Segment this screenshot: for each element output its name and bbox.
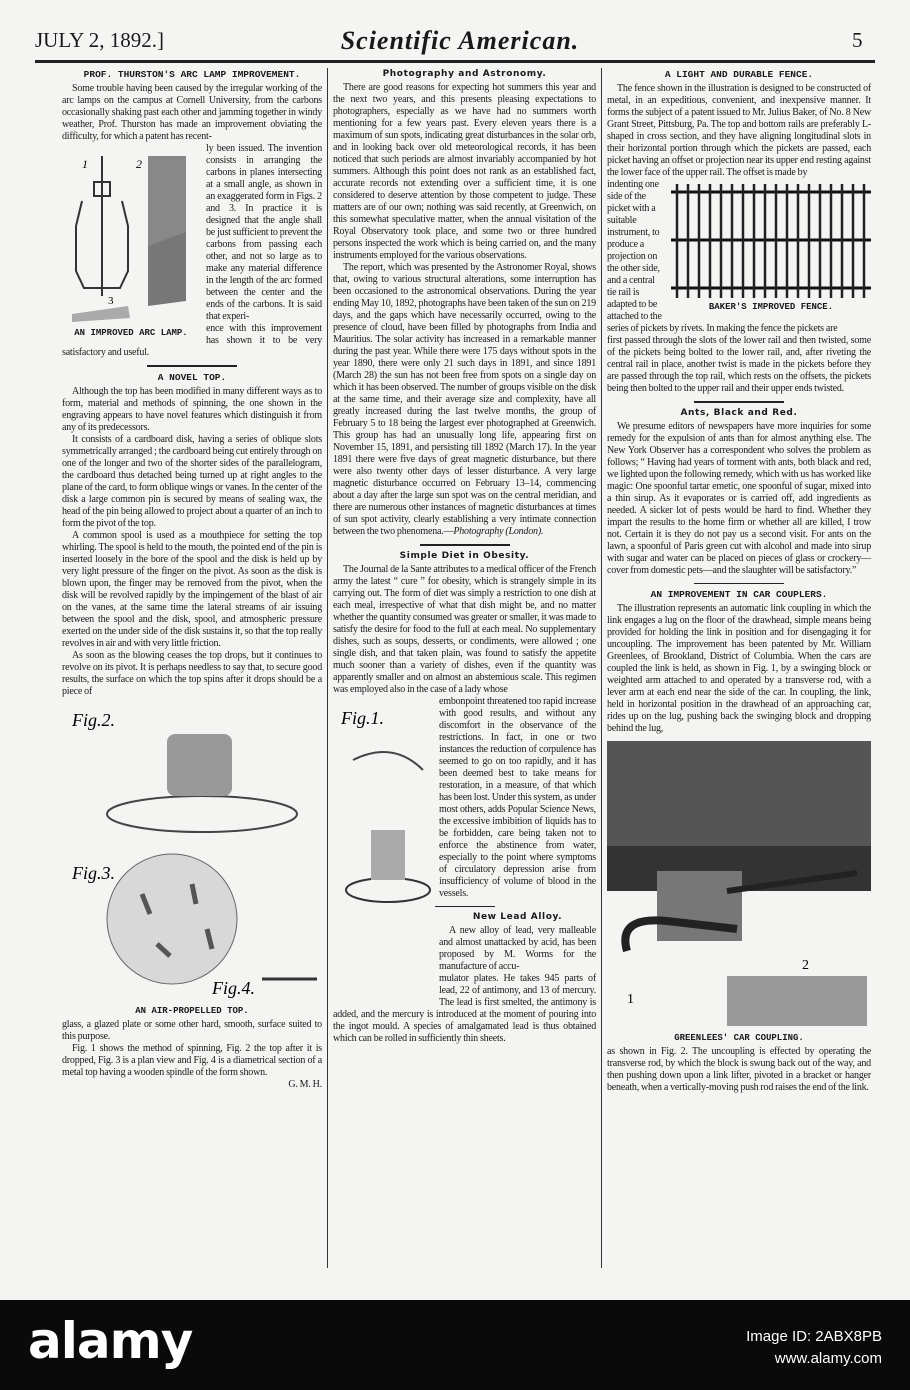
source-citation: Photography (London). [453, 526, 544, 537]
column-2 [333, 67, 596, 1045]
column-1 [62, 67, 322, 1091]
article-heading: Ants, Black and Red. [680, 407, 798, 418]
figure-label: 1 [627, 992, 634, 1007]
article-heading: AN IMPROVEMENT IN CAR COUPLERS. [650, 589, 828, 600]
paragraph: The illustration represents an automatic link coupling in which the link engages a lug on the floor of the drawhead, simple means being provided for holding the link in position and for disengaging it for uncoupling. The improvement has been patented by Mr. William Greenlees, of Brookland, District of Columbia. When the cars are coupled the link is held, as shown in Fig. 1, by a swinging block or weighted arm attached to and operated by a transverse rod, with a lever arm at each end near the side of the car. In coupling, the link, held in horizontal position in the drawhead of an approaching car, rides up on the lug, pushing back the swinging block and dropping behind the lug, [607, 603, 871, 734]
figure-caption: BAKER'S IMPROVED FENCE. [708, 302, 834, 312]
paragraph: It consists of a cardboard disk, having a series of oblique slots symmetrically arranged ; the cardboard being cut entirely through on one of the longer and two of the shorter sides of the parallelogram, the cardboard thus detached being turned up at right angles to the plane of the card, to form oblique wings or vanes. In the center of the disk a large common pin is secured by means of sealing wax, the head of the pin being allowed to project about a quarter of an inch to form the pivot of the top. [62, 433, 322, 529]
paragraph-text: The report, which was presented by the Astronomer Royal, shows that, owing to various structural alterations, some interruption has been occasioned to the astronomical observations. During the year ending May 10, 1892, photographs have been taken of the sun on 219 days, and the gaps which have necessarily occurred, owing to the presence of cloud, have been filled by photographs from India and Mauritius. The solar activity has increased in a remarkable manner during the past year. While there were 175 days without spots in the year 1890, there were only 21 such days in 1891, and since 1891 (March 28) the sun has not been free from spots on a single day on which it has been observed. The number of groups visible on the disk at the same time, and their average size and complexity, have all greatly increased during the last twelve months, the group of February 5 to 18 being the largest ever photographed at Greenwich. This group has had an unusually long life, appearing first on November 15, 1891, and persisting till 1892 (March 17). In the year 1891 there were five days of great magnetic disturbance, but there were also twenty other days of lesser disturbance. A very large magnetic disturbance occurred on February 13–14, commencing about a day after the large sun spot was on the central meridian, and there are numerous other instances of magnetic disturbances at times of sun spot activity, clearly establishing a very intimate connection between the two phenomena.— [333, 262, 596, 537]
article-heading: Photography and Astronomy. [382, 69, 547, 79]
image-id: Image ID: 2ABX8PB [746, 1328, 882, 1345]
arc-lamp-illustration [62, 146, 200, 326]
air-propelled-top-illustration [62, 704, 322, 1004]
header-rule [35, 60, 875, 63]
masthead: Scientific American. [340, 26, 580, 55]
article-heading: Simple Diet in Obesity. [399, 550, 530, 561]
article-text: first passed through the slots of the lower rail and then twisted, some of the pickets being bolted to the lower rail, and, after riveting the central rail in place, another twist is made in the pickets before they are passed through the top rail, which rests on the offsets, the pickets being then bolted to the upper rail and their upper ends twisted. [607, 335, 871, 394]
paragraph: A new alloy of lead, very malleable and almost unattacked by acid, has been proposed by M. Worms for the manufacture of accu- [439, 925, 596, 972]
divider [420, 544, 510, 546]
figure-caption: AN AIR-PROPELLED TOP. [135, 1005, 249, 1016]
paragraph: Fig. 1 shows the method of spinning, Fig. 2 the top after it is dropped, Fig. 3 is a plan view and Fig. 4 is a diametrical section of a metal top having a wooden spindle of the form shown. [62, 1042, 322, 1078]
paragraph: As soon as the blowing ceases the top drops, but it continues to revolve on its pivot. It is perhaps needless to say that, to secure good results, the surface on which the top spins after it drops should be a piece of [62, 649, 322, 697]
paragraph: glass, a glazed plate or some other hard, smooth, surface suited to this purpose. [62, 1018, 322, 1042]
paragraph: A common spool is used as a mouthpiece for setting the top whirling. The spool is held to the mouth, the pointed end of the pin is inserted loosely in the bore of the spool and the disk is held up by very light pressure of the finger on the pivot. As soon as the disk is blown upon, the finger may be removed from the pivot, when the disk will be revolved rapidly by the impingement of the blast of air on the vanes, at the same time the lateral streams of air issuing between the spool and the disk, spool, and atmospheric pressure exerted on the under side of the disk sustains it, so that the top really revolves in air and with very little friction. [62, 529, 322, 649]
watermark-url: www.alamy.com [774, 1350, 882, 1367]
article-text [62, 386, 322, 698]
article-heading: A LIGHT AND DURABLE FENCE. [664, 69, 814, 80]
figure-label: Fig.2. [72, 709, 115, 730]
figure-caption: GREENLEES' CAR COUPLING. [674, 1033, 804, 1043]
paragraph: We presume editors of newspapers have more inquiries for some remedy for the expulsion of ants than for almost anything else. The New York Observer has a correspondent who solves the problem as follows; “ Having had years of torment with ants, both black and red, we lighted upon the following remedy, which with us has worked like magic: One spoonful tartar emetic, one spoonful of sugar, mixed into a thin sirup. As it evaporates or is carried off, add ingredients as needed. A sicker lot of pests would be hard to find. Whether they impart the results to the home firm or whether all are killed, I trow not. Certain it is they do not pay us a second visit. For ants on the lawn, a spoonful of Paris green cut with alcohol and made into sirup with sugar and water can be placed on pieces of glass or crockery—cover from domestic pets—and the slaughter will be satisfactory.” [607, 420, 871, 576]
fence-illustration [671, 182, 871, 300]
article-text: embonpoint threatened too rapid increase with good results, and without any discomfort in the observance of the restrictions. In fact, in one or two instances the reduction of corpulence has seemed to go on too rapidly, and it has been deemed best to take means for restoration, in a measure, of that which has been lost. Under this system, as under most others, adds Popular Science News, the excessive imbibition of liquids has to be forbidden, care being taken not to enforce the abstinence from water, especially to the point where symptoms of circulatory depression arise from insufficiency of volume of blood in the vessels. [439, 695, 596, 899]
signature: G. M. H. [288, 1078, 322, 1090]
paragraph: There are good reasons for expecting hot summers this year and the next two years, and this presents pleasing expectations to photographers, especially as we have had no summers worth mentioning for a few years past. Every eleven years there is a maximum of sun spots, indicating great disturbances in the solar orb, and in looking back over old meteorological records, it has been noticed that such periods are almost invariably accompanied by hot summers. Although this point does not rank as an established fact, accurate records not extending over a sufficient time, it is one considered to deserve attention by those competent to judge. These matters are of our own; nothing was said recently, at Greenwich, on this somewhat speculative matter, when the annual visitation of the Royal Observatory took place, and some two or three hundred persons inspected the work which is being carried on, and the many instruments employed for the various observations. [333, 82, 596, 261]
fence-figure [671, 182, 871, 315]
article-text [333, 82, 596, 538]
article-heading: New Lead Alloy. [472, 912, 563, 922]
divider [694, 583, 784, 585]
divider [147, 365, 237, 367]
paragraph: The fence shown in the illustration is designed to be constructed of metal, in an expeditious, convenient, and inexpensive manner. It forms the subject of a patent issued to Mr. Julius Baker, of No. 8 New Grant Street, Pittsburg, Pa. The top and bottom rails are preferably L-shaped in cross section, and they have aligning longitudinal slots in their horizontal portion through which the pickets are passed, each picket having an offset or projection near its upper end resting against the lower face of the upper rail. The offset is made by [607, 83, 871, 178]
figure-label: Fig.4. [212, 977, 255, 998]
paragraph: Some trouble having been caused by the irregular working of the arc lamps on the campus at Cornell University, from the carbons occasionally shaking past each other and jamming together in windy weather, Prof. Thurston has made an improvement obviating the difficulty, for which a patent has recent- [62, 83, 322, 142]
article-text [62, 1019, 322, 1079]
column-rule [601, 68, 602, 1268]
watermark-logo: alamy [28, 1312, 193, 1370]
watermark-band [0, 1300, 910, 1390]
divider [694, 401, 784, 403]
column-3 [607, 67, 871, 1094]
figure-caption: AN IMPROVED ARC LAMP. [74, 328, 188, 338]
article-text: ence with this improvement has shown it to be very satisfactory and useful. [62, 323, 322, 358]
article-text: as shown in Fig. 2. The uncoupling is effected by operating the transverse rod, by which the block is swung back out of the way, and then pushing down upon a link lifter, pivoted in a bracket or hanger beneath, when a vertically-moving push rod raises the end of the link. [607, 1046, 871, 1093]
article-text: ly been issued. The invention consists in arranging the carbons in planes intersecting at a small angle, as shown in an exaggerated form in Figs. 2 and 3. In practice it is designed that the angle shall be just sufficient to prevent the carbons from passing each other, and not so large as to make any material difference in the length of the arc formed between the center and the ends of the carbons. It is said that experi- [206, 143, 322, 322]
figure-label: 1 [82, 157, 88, 171]
top-spinning-illustration [333, 700, 433, 1000]
article-text: mulator plates. He takes 945 parts of lead, 22 of antimony, and 13 of mercury. The lead is first smelted, the antimony is added, and the mercury is introduced at the moment of pouring into the ingot mould. A species of amalgamated lead is thus obtained which can be rolled in sufficiently thin sheets. [333, 973, 596, 1044]
issue-date: JULY 2, 1892.] [35, 28, 164, 52]
figure-label: 3 [108, 295, 114, 307]
figure-label: 2 [136, 157, 142, 171]
paragraph [333, 262, 596, 538]
page-number: 5 [852, 28, 863, 52]
article-heading: A NOVEL TOP. [157, 371, 227, 383]
divider [435, 906, 495, 908]
car-coupling-illustration [607, 741, 871, 1031]
figure-label: 2 [802, 958, 809, 973]
article-text: indenting one side of the picket with a suitable instrument, to produce a projection on the other side, and a central tie rail is adapted to be attached to the series of pickets by rivets. In making the fence the pickets are [607, 179, 838, 334]
figure-label: Fig.3. [72, 862, 115, 883]
paragraph: The Journal de la Sante attributes to a medical officer of the French army the latest “ cure ” for obesity, which is strangely simple in its carrying out. The form of diet was simply a restriction to one dish at each meal, irrespective of what that dish might be, and no matter whether the quantity consumed was greater or smaller, it was made to satisfy the desire for food to the full at each meal. No supplementary dishes, such as soups, desserts, or condiments, were allowed ; one single dish, and that taken plain, was found to satisfy the appetite much sooner than a variety of dishes, even if the quantity was apparently smaller and on almost an abstemious scale. This regimen was employed also in the case of a lady whose [333, 563, 596, 695]
column-rule [327, 68, 328, 1268]
paragraph: Although the top has been modified in many different ways as to form, material and methods of spinning, the one shown in the engraving appears to have novel features which distinguish it from any of its predecessors. [62, 385, 322, 433]
figure-label: Fig.1. [341, 707, 384, 728]
arc-lamp-figure [62, 146, 200, 341]
article-heading: PROF. THURSTON'S ARC LAMP IMPROVEMENT. [83, 69, 301, 80]
